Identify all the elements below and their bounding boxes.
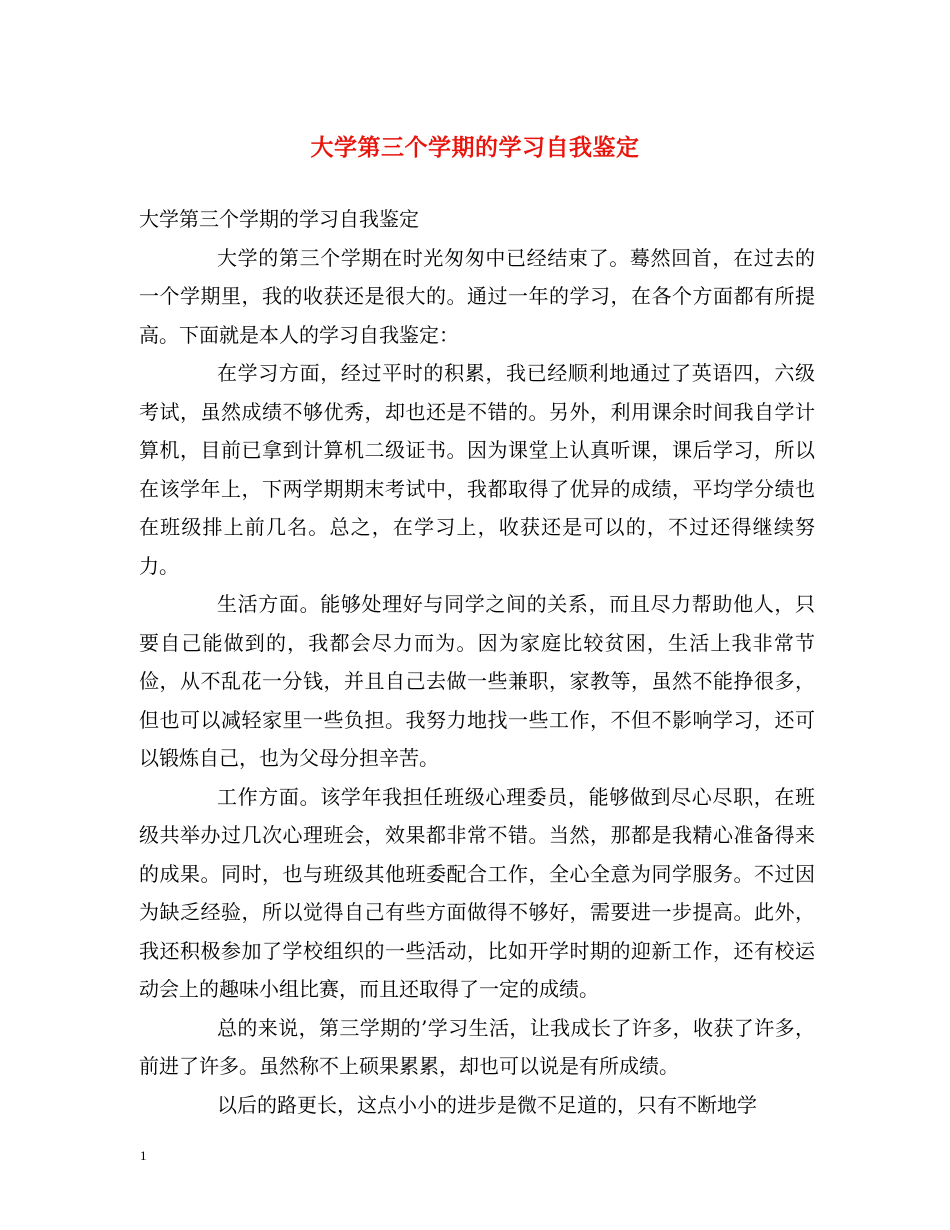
document-body	[139, 200, 815, 1124]
paragraph-work: 工作方面。该学年我担任班级心理委员，能够做到尽心尽职，在班级共举办过几次心理班会，效果都非常不错。当然，那都是我精心准备得来的成果。同时，也与班级其他班委配合工作，全心全意为同学服务。不过因为缺乏经验，所以觉得自己有些方面做得不够好，需要进一步提高。此外，我还积极参加了学校组织的一些活动，比如开学时期的迎新工作，还有校运动会上的趣味小组比赛，而且还取得了一定的成绩。	[139, 784, 815, 1001]
document-subtitle: 大学第三个学期的学习自我鉴定	[139, 207, 419, 231]
paragraph-intro: 大学的第三个学期在时光匆匆中已经结束了。蓦然回首，在过去的一个学期里，我的收获还是很大的。通过一年的学习，在各个方面都有所提高。下面就是本人的学习自我鉴定：	[139, 245, 815, 347]
document-title: 大学第三个学期的学习自我鉴定	[310, 134, 640, 161]
paragraph-study: 在学习方面，经过平时的积累，我已经顺利地通过了英语四，六级考试，虽然成绩不够优秀，却也还是不错的。另外，利用课余时间我自学计算机，目前已拿到计算机二级证书。因为课堂上认真听课，课后学习，所以在该学年上，下两学期期末考试中，我都取得了优异的成绩，平均学分绩也在班级排上前几名。总之，在学习上，收获还是可以的，不过还得继续努力。	[139, 361, 815, 578]
paragraph-future: 以后的路更长，这点小小的进步是微不足道的，只有不断地学	[217, 1092, 757, 1117]
paragraph-life: 生活方面。能够处理好与同学之间的关系，而且尽力帮助他人，只要自己能做到的，我都会尽力而为。因为家庭比较贫困，生活上我非常节俭，从不乱花一分钱，并且自己去做一些兼职，家教等，虽然不能挣很多，但也可以减轻家里一些负担。我努力地找一些工作，不但不影响学习，还可以锻炼自己，也为父母分担辛苦。	[139, 592, 815, 770]
page-number: 1	[140, 1148, 147, 1163]
paragraph-summary: 总的来说，第三学期的’学习生活，让我成长了许多，收获了许多，前进了许多。虽然称不上硕果累累，却也可以说是有所成绩。	[139, 1015, 815, 1078]
